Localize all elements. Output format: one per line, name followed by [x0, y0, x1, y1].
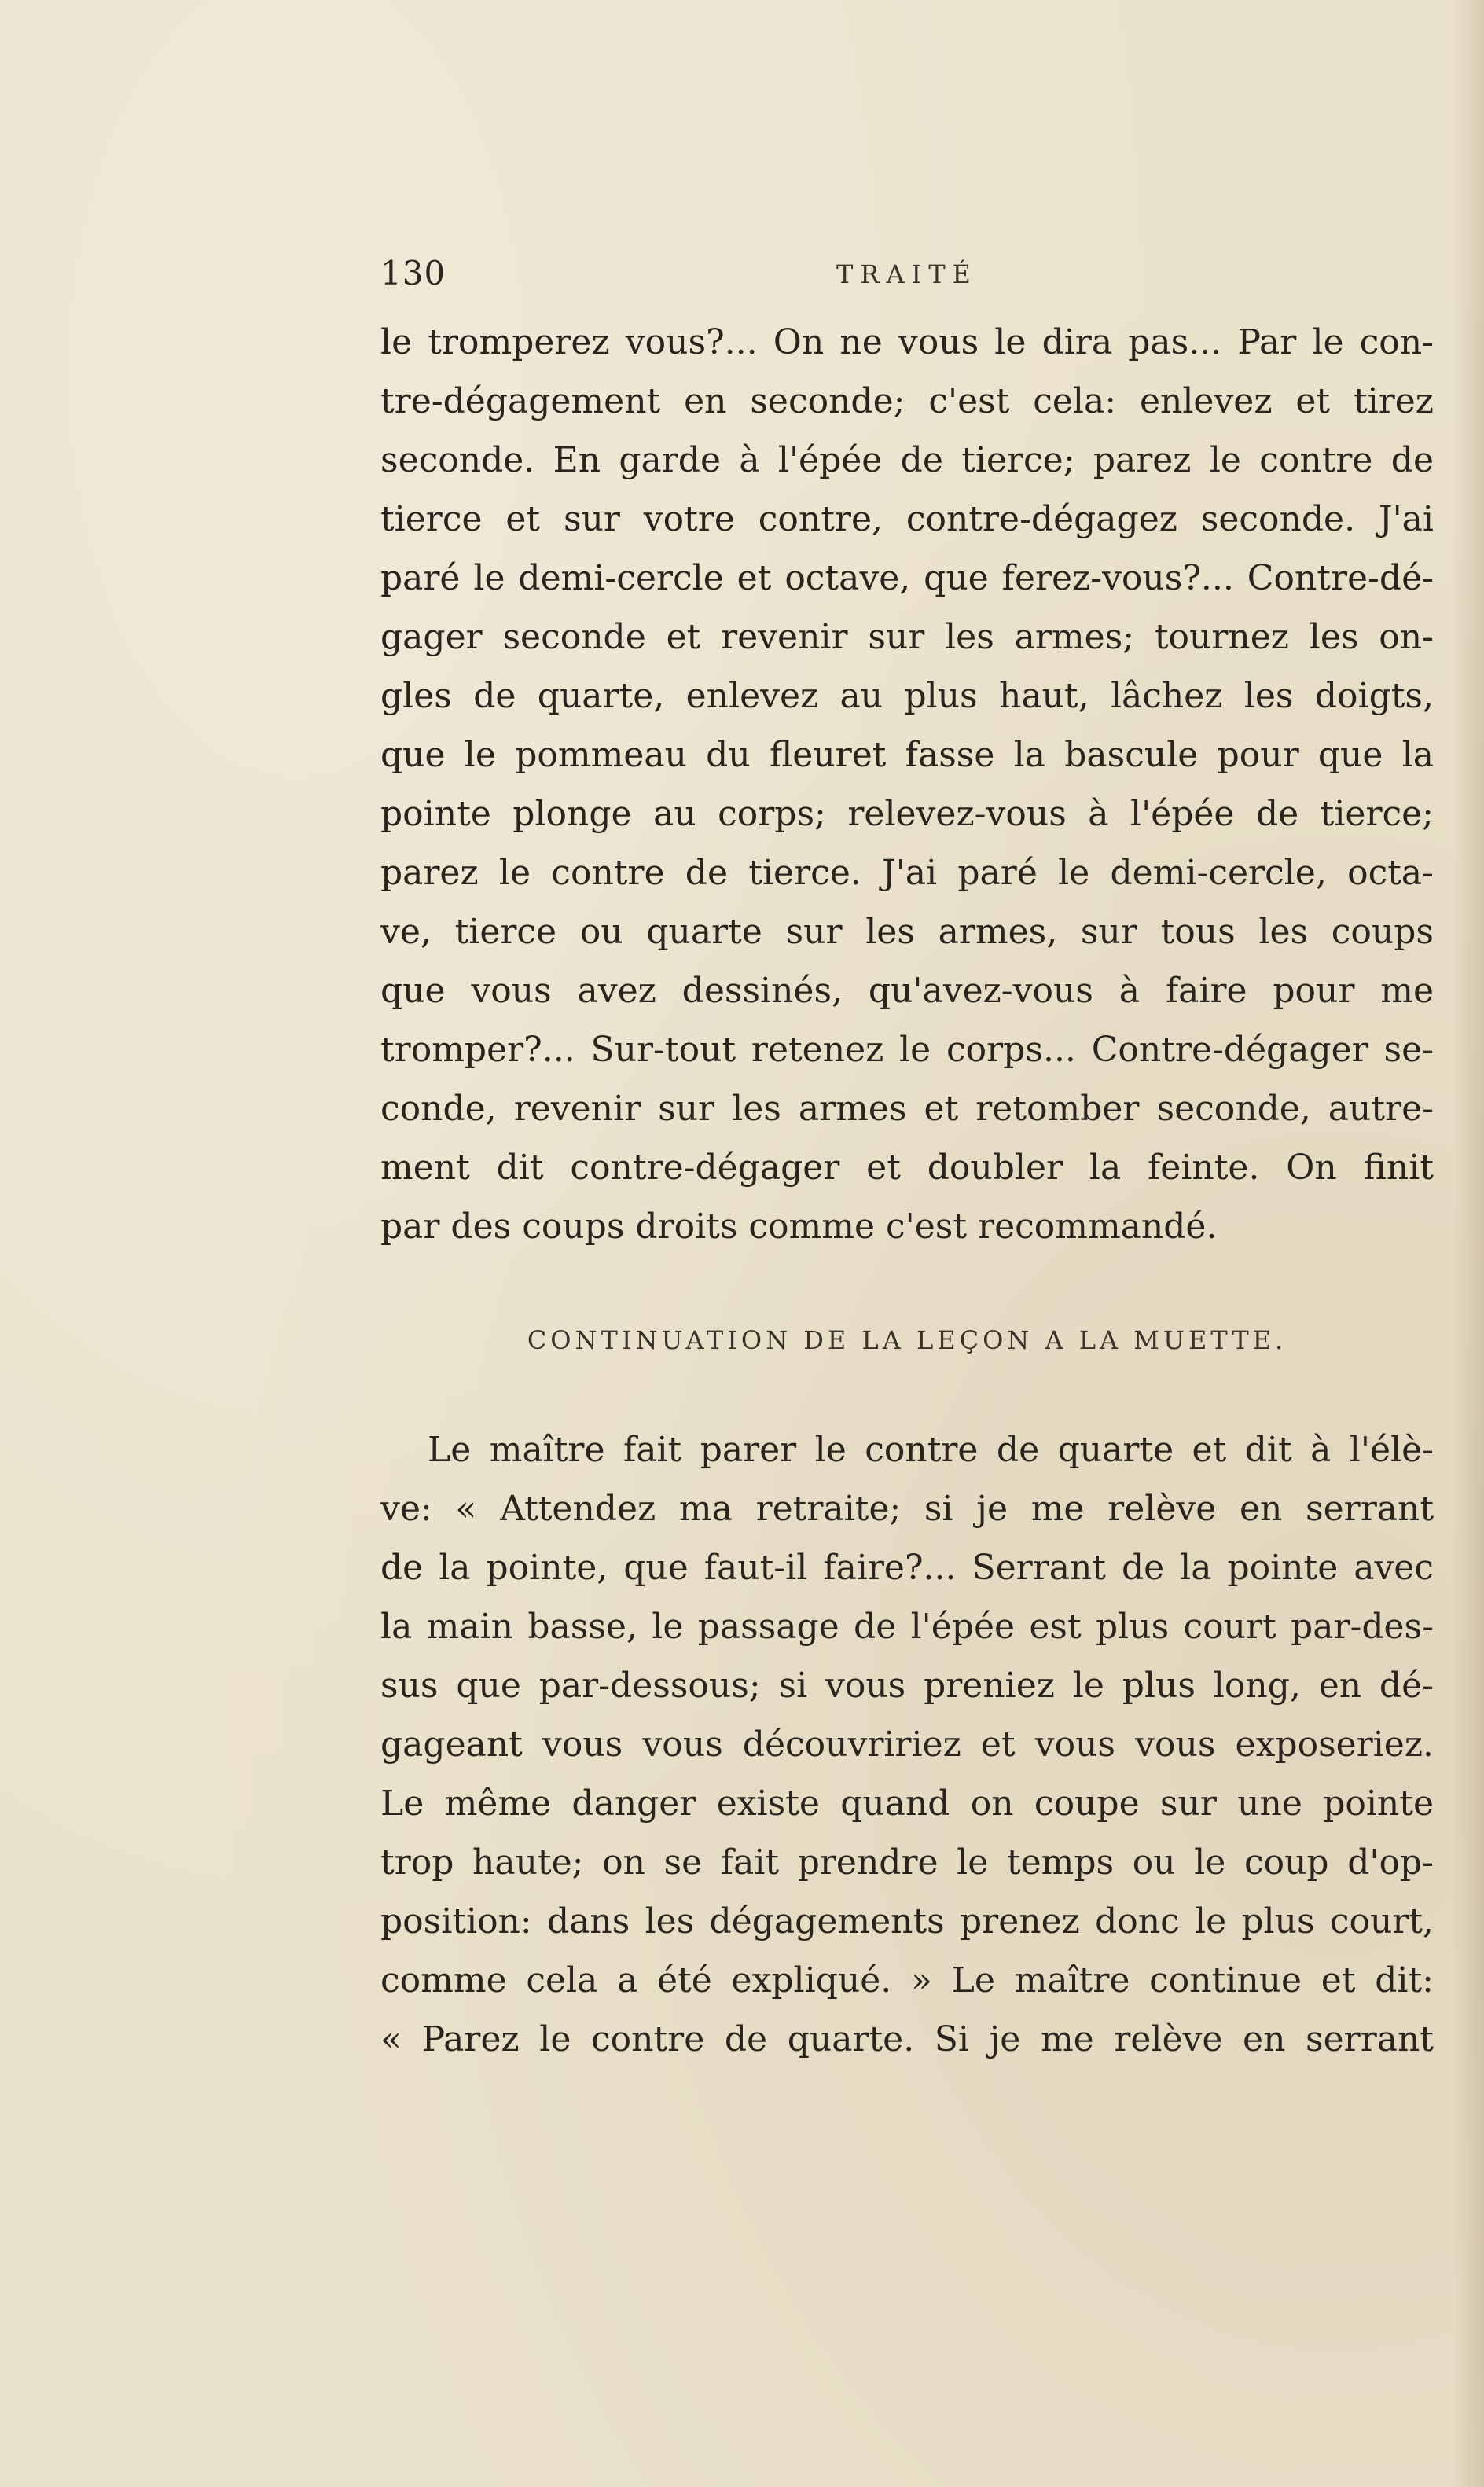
text-line: de la pointe, que faut-il faire?... Serrant de la pointe avec [380, 1548, 1434, 1588]
text-line: pointe plonge au corps; relevez-vous à l'épée de tierce; [380, 794, 1434, 834]
text-line: sus que par-dessous; si vous preniez le plus long, en dé- [380, 1666, 1434, 1706]
text-line: ment dit contre-dégager et doubler la feinte. On finit [380, 1148, 1434, 1188]
page-header [380, 250, 1457, 297]
text-line: tromper?... Sur-tout retenez le corps... Contre-dégager se- [380, 1030, 1434, 1070]
text-line: ve: « Attendez ma retraite; si je me relève en serrant [380, 1489, 1434, 1529]
text-line: gageant vous vous découvririez et vous vous exposeriez. [380, 1725, 1434, 1765]
text-line: position: dans les dégagements prenez donc le plus court, [380, 1901, 1434, 1941]
text-line: « Parez le contre de quarte. Si je me relève en serrant [380, 2019, 1434, 2059]
text-line: Le même danger existe quand on coupe sur une pointe [380, 1784, 1434, 1824]
text-line: que le pommeau du fleuret fasse la bascule pour que la [380, 735, 1434, 775]
text-line: gager seconde et revenir sur les armes; tournez les on- [380, 617, 1434, 657]
text-line: le tromperez vous?... On ne vous le dira pas... Par le con- [380, 322, 1434, 362]
page-number: 130 [380, 254, 446, 292]
text-line: parez le contre de tierce. J'ai paré le demi-cercle, octa- [380, 853, 1434, 893]
text-line: gles de quarte, enlevez au plus haut, lâchez les doigts, [380, 676, 1434, 716]
page-edge-shadow [1453, 0, 1484, 2487]
section-heading: CONTINUATION DE LA LEÇON A LA MUETTE. [527, 1325, 1287, 1355]
text-line: tierce et sur votre contre, contre-dégagez seconde. J'ai [380, 499, 1434, 539]
paragraph-1 [380, 313, 1434, 1256]
text-line: seconde. En garde à l'épée de tierce; parez le contre de [380, 440, 1434, 480]
text-line: comme cela a été expliqué. » Le maître continue et dit: [380, 1960, 1434, 2000]
text-line: tre-dégagement en seconde; c'est cela: enlevez et tirez [380, 381, 1434, 421]
text-line: par des coups droits comme c'est recommandé. [380, 1207, 1218, 1247]
text-line: Le maître fait parer le contre de quarte et dit à l'élè- [428, 1430, 1434, 1470]
text-line: conde, revenir sur les armes et retomber seconde, autre- [380, 1089, 1434, 1129]
text-line: trop haute; on se fait prendre le temps ou le coup d'op- [380, 1842, 1434, 1883]
text-line: ve, tierce ou quarte sur les armes, sur tous les coups [380, 912, 1434, 952]
running-head: TRAITÉ [836, 259, 978, 289]
text-line: paré le demi-cercle et octave, que ferez-vous?... Contre-dé- [380, 558, 1434, 598]
text-line: la main basse, le passage de l'épée est plus court par-des- [380, 1607, 1434, 1647]
text-line: que vous avez dessinés, qu'avez-vous à faire pour me [380, 971, 1434, 1011]
paragraph-2 [380, 1420, 1434, 2069]
